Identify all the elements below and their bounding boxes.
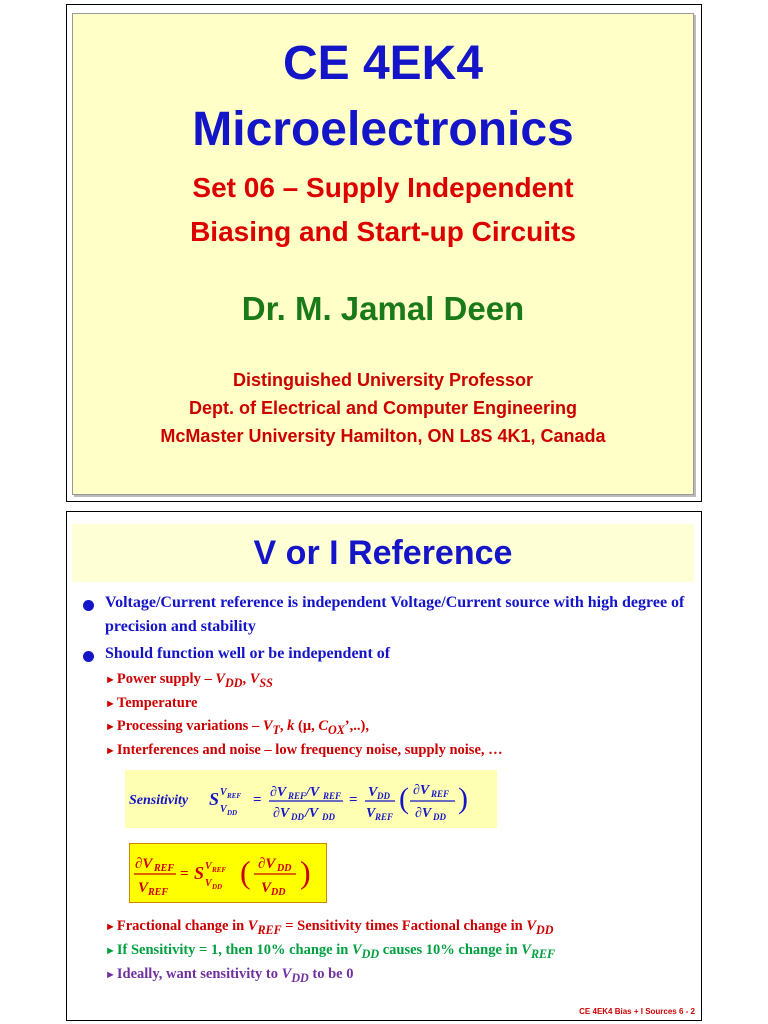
fractional-change-equation	[129, 843, 327, 903]
svg-text:∂V: ∂V	[135, 856, 153, 872]
bullet-dot	[83, 600, 94, 611]
svg-text:REF: REF	[431, 789, 450, 799]
course-name: Microelectronics	[192, 103, 574, 156]
svg-text:V: V	[205, 878, 212, 889]
svg-text:∂V: ∂V	[258, 856, 276, 872]
svg-text:DD: DD	[433, 812, 446, 822]
svg-text:(: (	[240, 854, 251, 890]
sub-item-interferences: ►Interferences and noise – low frequency noise, supply noise, …	[105, 742, 503, 758]
svg-text:V: V	[220, 804, 227, 815]
svg-text:REF: REF	[154, 863, 175, 874]
svg-text:V: V	[138, 880, 149, 896]
sub-item-processing: ►Processing variations – $V_T$, k (μ, $C_{OX}$’,..),	[105, 718, 369, 737]
svg-text:V: V	[368, 785, 378, 800]
bullet-1: Voltage/Current reference is independent Voltage/Current source with high degree of precision and stability	[105, 594, 685, 635]
note-ideally: ►Ideally, want sensitivity to $V_{DD}$ to be 0	[105, 966, 354, 985]
svg-text:REF: REF	[323, 791, 342, 801]
svg-text:∂V: ∂V	[273, 806, 290, 821]
svg-text:∂V: ∂V	[415, 806, 432, 821]
author-name: Dr. M. Jamal Deen	[241, 290, 525, 327]
reference-slide	[66, 511, 702, 1021]
arrow-icon: ►	[105, 945, 116, 957]
svg-text:/V: /V	[305, 806, 319, 821]
title-panel	[72, 13, 694, 495]
sensitivity-equation	[125, 770, 497, 828]
svg-text:REF: REF	[288, 791, 307, 801]
svg-text:=: =	[180, 866, 189, 882]
arrow-icon: ►	[105, 969, 116, 981]
svg-text:S: S	[194, 863, 205, 883]
svg-text:DD: DD	[377, 791, 390, 801]
arrow-icon: ►	[105, 745, 116, 757]
svg-text:V: V	[261, 880, 272, 896]
svg-text:DD: DD	[212, 883, 223, 891]
svg-text:=: =	[349, 792, 358, 808]
arrow-icon: ►	[105, 721, 116, 733]
slide-title: V or I Reference	[253, 534, 513, 572]
affiliation-line3: McMaster University Hamilton, ON L8S 4K1, Canada	[160, 426, 606, 446]
svg-text:DD: DD	[322, 812, 335, 822]
note-sensitivity-one: ►If Sensitivity = 1, then 10% change in $V_{DD}$ causes 10% change in $V_{REF}$	[105, 942, 556, 961]
note-fractional-change: ►Fractional change in $V_{REF}$ = Sensitivity times Factional change in $V_{DD}$	[105, 918, 554, 937]
bullet-2: Should function well or be independent of	[105, 645, 391, 662]
arrow-icon: ►	[105, 674, 116, 686]
course-code: CE 4EK4	[282, 37, 484, 90]
svg-text:REF: REF	[212, 866, 227, 874]
set-title-line1: Set 06 – Supply Independent	[192, 172, 574, 203]
svg-text:∂V: ∂V	[270, 785, 287, 800]
sensitivity-label: Sensitivity	[129, 793, 189, 808]
slide-title-band	[72, 524, 694, 582]
affiliation-line2: Dept. of Electrical and Computer Engineering	[188, 398, 578, 418]
affiliation-line1: Distinguished University Professor	[232, 370, 534, 390]
svg-text:S: S	[209, 789, 220, 809]
svg-text:DD: DD	[277, 863, 292, 874]
svg-text:REF: REF	[227, 792, 242, 800]
svg-text:V: V	[205, 861, 212, 872]
svg-text:): )	[458, 782, 468, 815]
svg-text:V: V	[366, 806, 376, 821]
svg-text:DD: DD	[227, 809, 238, 817]
arrow-icon: ►	[105, 698, 116, 710]
svg-text:V: V	[220, 787, 227, 798]
slide-footer: CE 4EK4 Bias + I Sources 6 - 2	[579, 1007, 695, 1016]
svg-text:(: (	[399, 782, 409, 815]
arrow-icon: ►	[105, 921, 116, 933]
svg-text:∂V: ∂V	[413, 783, 430, 798]
bullet-dot	[83, 651, 94, 662]
svg-text:DD: DD	[271, 887, 286, 898]
set-title-line2: Biasing and Start-up Circuits	[190, 216, 576, 247]
title-slide	[66, 4, 702, 502]
svg-text:=: =	[253, 792, 262, 808]
svg-text:REF: REF	[375, 812, 394, 822]
svg-text:DD: DD	[291, 812, 304, 822]
sub-item-temperature: ►Temperature	[105, 695, 198, 711]
svg-text:/V: /V	[306, 785, 320, 800]
sub-item-power-supply: ►Power supply – $V_{DD}$, $V_{SS}$	[105, 671, 273, 690]
svg-text:REF: REF	[148, 887, 169, 898]
svg-text:): )	[300, 854, 311, 890]
